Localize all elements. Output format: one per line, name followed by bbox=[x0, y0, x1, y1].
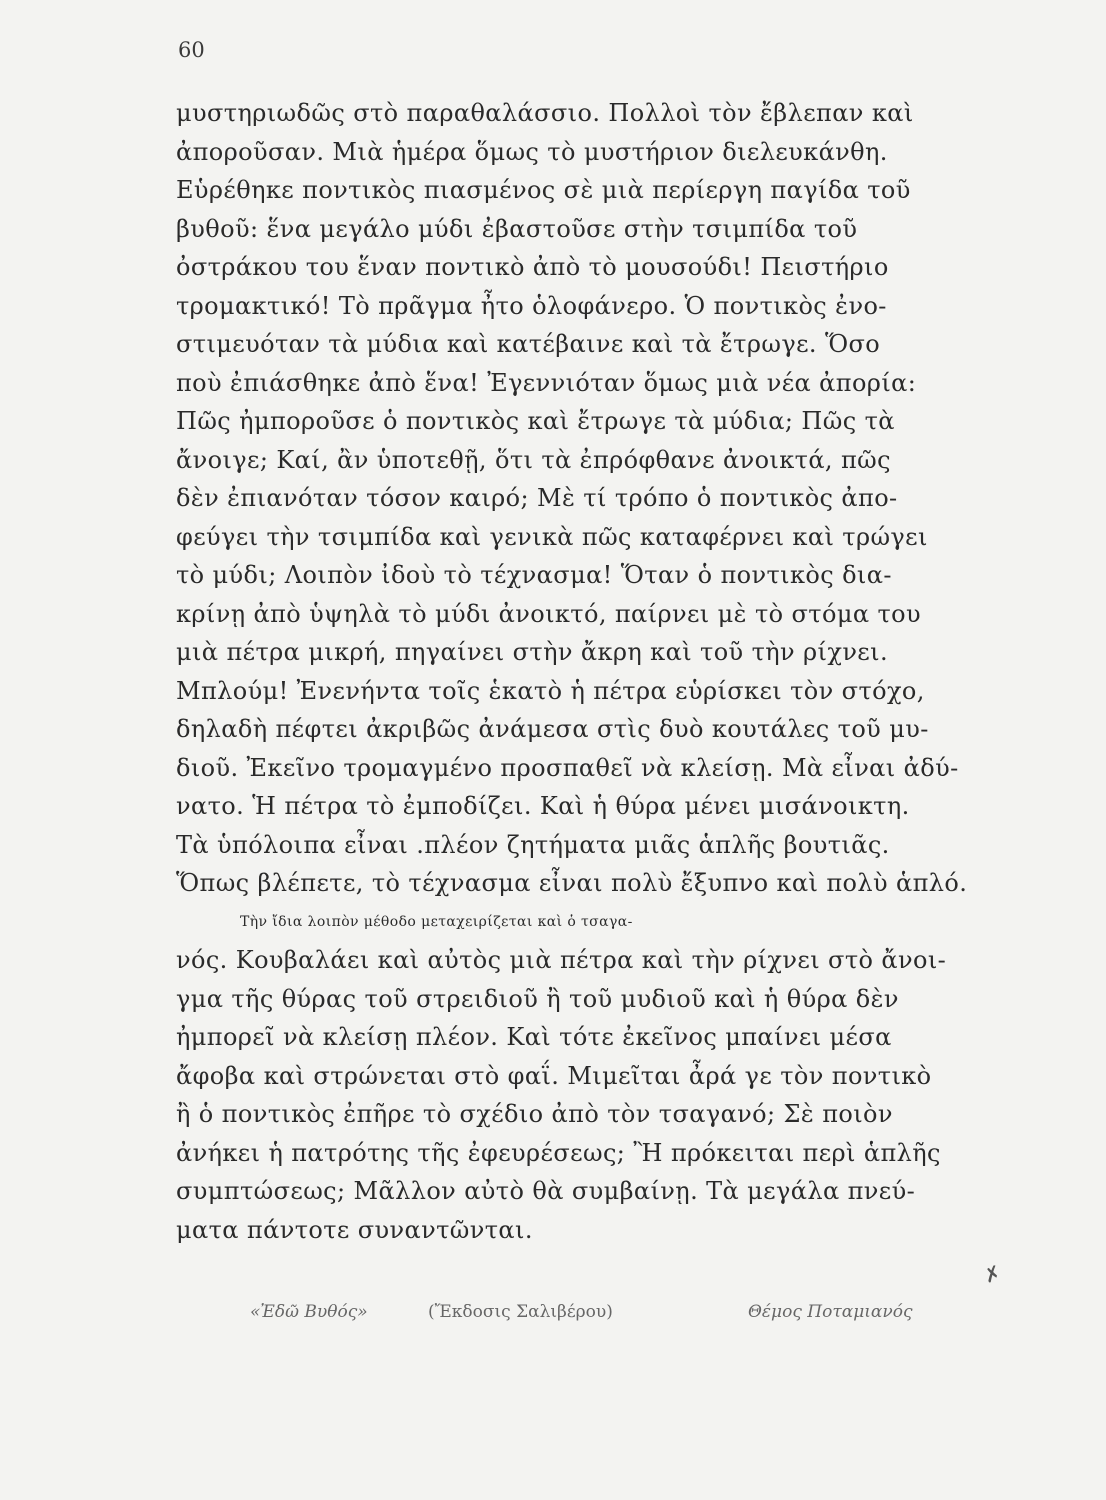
text-line: δηλαδὴ πέφτει ἀκριβῶς ἀνάμεσα στὶς δυὸ κουτάλες τοῦ μυ- bbox=[176, 715, 929, 743]
text-line: ἄνοιγε; Καί, ἂν ὑποτεθῇ, ὅτι τὰ ἐπρόφθανε ἀνοικτά, πῶς bbox=[176, 445, 891, 474]
text-line: ἠμπορεῖ νὰ κλείσῃ πλέον. Καὶ τότε ἐκεῖνος μπαίνει μέσα bbox=[176, 1023, 892, 1051]
text-line: τρομακτικό! Τὸ πρᾶγμα ἦτο ὁλοφάνερο. Ὁ ποντικὸς ἐνο- bbox=[176, 291, 887, 320]
footer bbox=[0, 1302, 1106, 1332]
text-line: ὀστράκου του ἕναν ποντικὸ ἀπὸ τὸ μουσούδι! Πειστήριο bbox=[176, 253, 889, 281]
text-line: Τὰ ὑπόλοιπα εἶναι .πλέον ζητήματα μιᾶς ἁπλῆς βουτιᾶς. bbox=[176, 830, 890, 859]
text-line: ἄφοβα καὶ στρώνεται στὸ φαΐ. Μιμεῖται ἆρά γε τὸν ποντικὸ bbox=[176, 1061, 932, 1090]
text-line: Ὅπως βλέπετε, τὸ τέχνασμα εἶναι πολὺ ἔξυπνο καὶ πολὺ ἁπλό. bbox=[176, 869, 968, 897]
text-line: γμα τῆς θύρας τοῦ στρειδιοῦ ἢ τοῦ μυδιοῦ καὶ ἡ θύρα δὲν bbox=[176, 984, 899, 1013]
text-line: μιὰ πέτρα μικρή, πηγαίνει στὴν ἄκρη καὶ τοῦ τὴν ρίχνει. bbox=[176, 638, 888, 666]
text-line: ἀνήκει ἡ πατρότης τῆς ἐφευρέσεως; Ἢ πρόκειται περὶ ἁπλῆς bbox=[176, 1138, 941, 1167]
text-line: Εὑρέθηκε ποντικὸς πιασμένος σὲ μιὰ περίεργη παγίδα τοῦ bbox=[176, 176, 911, 204]
text-line: νατο. Ἡ πέτρα τὸ ἐμποδίζει. Καὶ ἡ θύρα μένει μισάνοικτη. bbox=[176, 792, 910, 820]
footer-edition: (Ἔκδοσις Σαλιβέρου) bbox=[428, 1302, 613, 1322]
text-line: στιμευόταν τὰ μύδια καὶ κατέβαινε καὶ τὰ ἔτρωγε. Ὅσο bbox=[176, 330, 881, 358]
text-line: φεύγει τὴν τσιμπίδα καὶ γενικὰ πῶς καταφέρνει καὶ τρώγει bbox=[176, 522, 928, 551]
text-line: τὸ μύδι; Λοιπὸν ἰδοὺ τὸ τέχνασμα! Ὅταν ὁ ποντικὸς δια- bbox=[176, 561, 892, 589]
text-line: νός. Κουβαλάει καὶ αὐτὸς μιὰ πέτρα καὶ τὴν ρίχνει στὸ ἄνοι- bbox=[176, 946, 947, 974]
text-line: ματα πάντοτε συναντῶνται. bbox=[176, 1215, 533, 1244]
text-line: ἀποροῦσαν. Μιὰ ἡμέρα ὅμως τὸ μυστήριον διελευκάνθη. bbox=[176, 137, 888, 166]
body-text bbox=[176, 94, 1006, 1249]
text-line: Πῶς ἠμποροῦσε ὁ ποντικὸς καὶ ἔτρωγε τὰ μύδια; Πῶς τὰ bbox=[176, 407, 895, 435]
footer-author: Θέμος Ποταμιανός bbox=[748, 1302, 913, 1322]
text-line: μυστηριωδῶς στὸ παραθαλάσσιο. Πολλοὶ τὸν ἔβλεπαν καὶ bbox=[176, 99, 914, 127]
text-line: ποὺ ἐπιάσθηκε ἀπὸ ἕνα! Ἐγεννιόταν ὅμως μιὰ νέα ἀπορία: bbox=[176, 368, 917, 397]
footer-source: «Ἐδῶ Βυθός» bbox=[250, 1302, 368, 1322]
text-line: δὲν ἐπιανόταν τόσον καιρό; Μὲ τί τρόπο ὁ ποντικὸς ἀπο- bbox=[176, 484, 898, 512]
text-line: Τὴν ἴδια λοιπὸν μέθοδο μεταχειρίζεται καὶ ὁ τσαγα- bbox=[240, 913, 633, 930]
text-line: κρίνῃ ἀπὸ ὑψηλὰ τὸ μύδι ἀνοικτό, παίρνει μὲ τὸ στόμα του bbox=[176, 599, 921, 628]
text-line: διοῦ. Ἐκεῖνο τρομαγμένο προσπαθεῖ νὰ κλείσῃ. Μὰ εἶναι ἀδύ- bbox=[176, 753, 959, 782]
page-number: 60 bbox=[178, 38, 205, 62]
text-line: Μπλούμ! Ἐνενήντα τοῖς ἑκατὸ ἡ πέτρα εὑρίσκει τὸν στόχο, bbox=[176, 676, 925, 705]
end-mark: ✗ bbox=[980, 1259, 1005, 1289]
text-line: συμπτώσεως; Μᾶλλον αὐτὸ θὰ συμβαίνῃ. Τὰ μεγάλα πνεύ- bbox=[176, 1177, 916, 1205]
text-line: ἢ ὁ ποντικὸς ἐπῆρε τὸ σχέδιο ἀπὸ τὸν τσαγανό; Σὲ ποιὸν bbox=[176, 1100, 893, 1128]
text-line: βυθοῦ: ἕνα μεγάλο μύδι ἐβαστοῦσε στὴν τσιμπίδα τοῦ bbox=[176, 214, 858, 243]
